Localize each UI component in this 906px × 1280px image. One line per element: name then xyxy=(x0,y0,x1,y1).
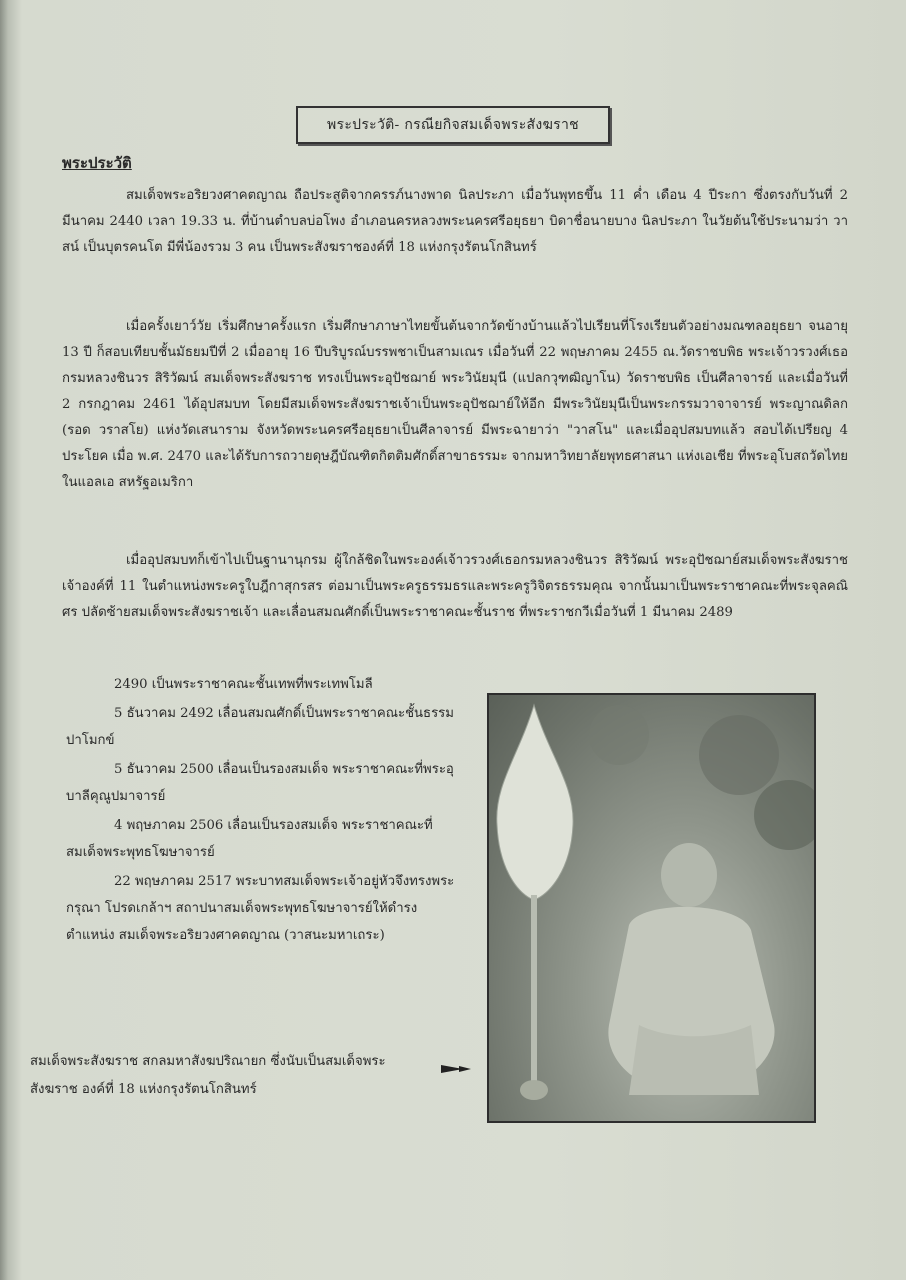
timeline-item xyxy=(66,812,458,866)
monk-head xyxy=(661,843,717,907)
paragraph-1 xyxy=(62,183,848,261)
fan-pole xyxy=(531,895,537,1095)
paragraph-2-text: เมื่อครั้งเยาว์วัย เริ่มศึกษาครั้งแรก เริ่มศึกษาภาษาไทยขั้นต้นจากวัดข้างบ้านแล้วไปเรียนที่โรงเรียนตัวอย่างมณฑลอยุธยา จนอายุ 13 ปี ก็สอบเทียบชั้นมัธยมปีที่ 2 เมื่ออายุ 16 ปีบริบูรณ์บรรพชาเป็นสามเณร เมื่อวันที่ 22 พฤษภาคม 2455 ณ.วัดราชบพิธ พระเจ้าวรวงศ์เธอกรมหลวงชินวร สิริวัฒน์ สมเด็จพระสังฆราช ทรงเป็นพระอุปัชฌาย์ พระวินัยมุนี (แปลกวุฑฒิญาโน) วัดราชบพิธ เป็นศีลาจารย์ และเมื่อวันที่ 2 กรกฎาคม 2461 ได้อุปสมบท โดยมีสมเด็จพระสังฆราชเจ้าเป็นพระอุปัชฌาย์ให้อีก มีพระวินัยมุนีเป็นพระกรรมวาจาจารย์ พระญาณดิลก (รอด วราสโย) แห่งวัดเสนาราม จังหวัดพระนครศรีอยุธยาเป็นศีลาจารย์ มีพระฉายาว่า "วาสโน" และเมื่ออุปสมบทแล้ว สอบได้เปรียญ 4 ประโยค เมื่อ พ.ศ. 2470 และได้รับการถวายดุษฎีบัณฑิตกิตติมศักดิ์สาขาธรรมะ จากมหาวิทยาลัยพุทธศาสนา แห่งเอเชีย ที่พระอุโบสถวัดไทยในแอลเอ สหรัฐอเมริกา xyxy=(62,319,848,490)
timeline-item-text: 5 ธันวาคม 2500 เลื่อนเป็นรองสมเด็จ พระราชาคณะที่พระอุบาลีคุณูปมาจารย์ xyxy=(66,762,454,804)
foliage xyxy=(699,715,779,795)
paragraph-3 xyxy=(62,548,848,626)
portrait-photo xyxy=(487,693,816,1123)
arrow-right-icon xyxy=(441,1062,471,1076)
timeline-item-text: 4 พฤษภาคม 2506 เลื่อนเป็นรองสมเด็จ พระราชาคณะที่สมเด็จพระพุทธโฆษาจารย์ xyxy=(66,818,433,860)
photo-caption: สมเด็จพระสังฆราช สกลมหาสังฆปริณายก ซึ่งนับเป็นสมเด็จพระสังฆราช องค์ที่ 18 แห่งกรุงรัตนโกสินทร์ xyxy=(30,1054,386,1097)
timeline-item xyxy=(66,868,458,949)
portrait-illustration xyxy=(489,695,814,1121)
timeline-item xyxy=(66,756,458,810)
timeline-item-text: 5 ธันวาคม 2492 เลื่อนสมณศักดิ์เป็นพระราชาคณะชั้นธรรมปาโมกข์ xyxy=(66,706,454,748)
section-heading: พระประวัติ xyxy=(62,154,132,172)
paragraph-3-text: เมื่ออุปสมบทก็เข้าไปเป็นฐานานุกรม ผู้ใกล้ชิดในพระองค์เจ้าวรวงศ์เธอกรมหลวงชินวร สิริวัฒน์ พระอุปัชฌาย์สมเด็จพระสังฆราชเจ้าองค์ที่ 11 ในตำแหน่งพระครูใบฎีกาสุกรสร ต่อมาเป็นพระครูธรรมธรและพระครูวิจิตรธรรมคุณ จากนั้นมาเป็นพระราชาคณะที่พระจุลคณิศร ปลัดซ้ายสมเด็จพระสังฆราชเจ้า และเลื่อนสมณศักดิ์เป็นพระราชาคณะชั้นราช ที่พระราชกวีเมื่อวันที่ 1 มีนาคม 2489 xyxy=(62,553,848,620)
timeline-item xyxy=(66,671,458,698)
fan-base xyxy=(520,1080,548,1100)
foliage xyxy=(754,780,814,850)
timeline-item-text: 22 พฤษภาคม 2517 พระบาทสมเด็จพระเจ้าอยู่หัวจึงทรงพระกรุณา โปรดเกล้าฯ สถาปนาสมเด็จพระพุทธโฆษาจารย์ให้ดำรงตำแหน่ง สมเด็จพระอริยวงศาคตญาณ (วาสนะมหาเถระ) xyxy=(66,874,455,943)
page-title: พระประวัติ- กรณียกิจสมเด็จพระสังฆราช xyxy=(296,106,610,144)
paragraph-1-text: สมเด็จพระอริยวงศาคตญาณ ถือประสูติจากครรภ์นางพาด นิลประภา เมื่อวันพุทธขึ้น 11 ค่ำ เดือน 4 ปีระกา ซึ่งตรงกับวันที่ 2 มีนาคม 2440 เวลา 19.33 น. ที่บ้านตำบลบ่อโพง อำเภอนครหลวงพระนครศรีอยุธยา บิดาชื่อนายบาง นิลประภา ในวัยต้นใช้ประนามว่า วาสน์ เป็นบุตรคนโต มีพี่น้องรวม 3 คน เป็นพระสังฆราชองค์ที่ 18 แห่งกรุงรัตนโกสินทร์ xyxy=(62,188,848,255)
fan-shape xyxy=(497,705,573,900)
timeline-item-text: 2490 เป็นพระราชาคณะชั้นเทพที่พระเทพโมลี xyxy=(114,677,373,692)
paragraph-2 xyxy=(62,314,848,496)
timeline-list xyxy=(66,671,458,951)
timeline-item xyxy=(66,700,458,754)
foliage xyxy=(589,705,649,765)
